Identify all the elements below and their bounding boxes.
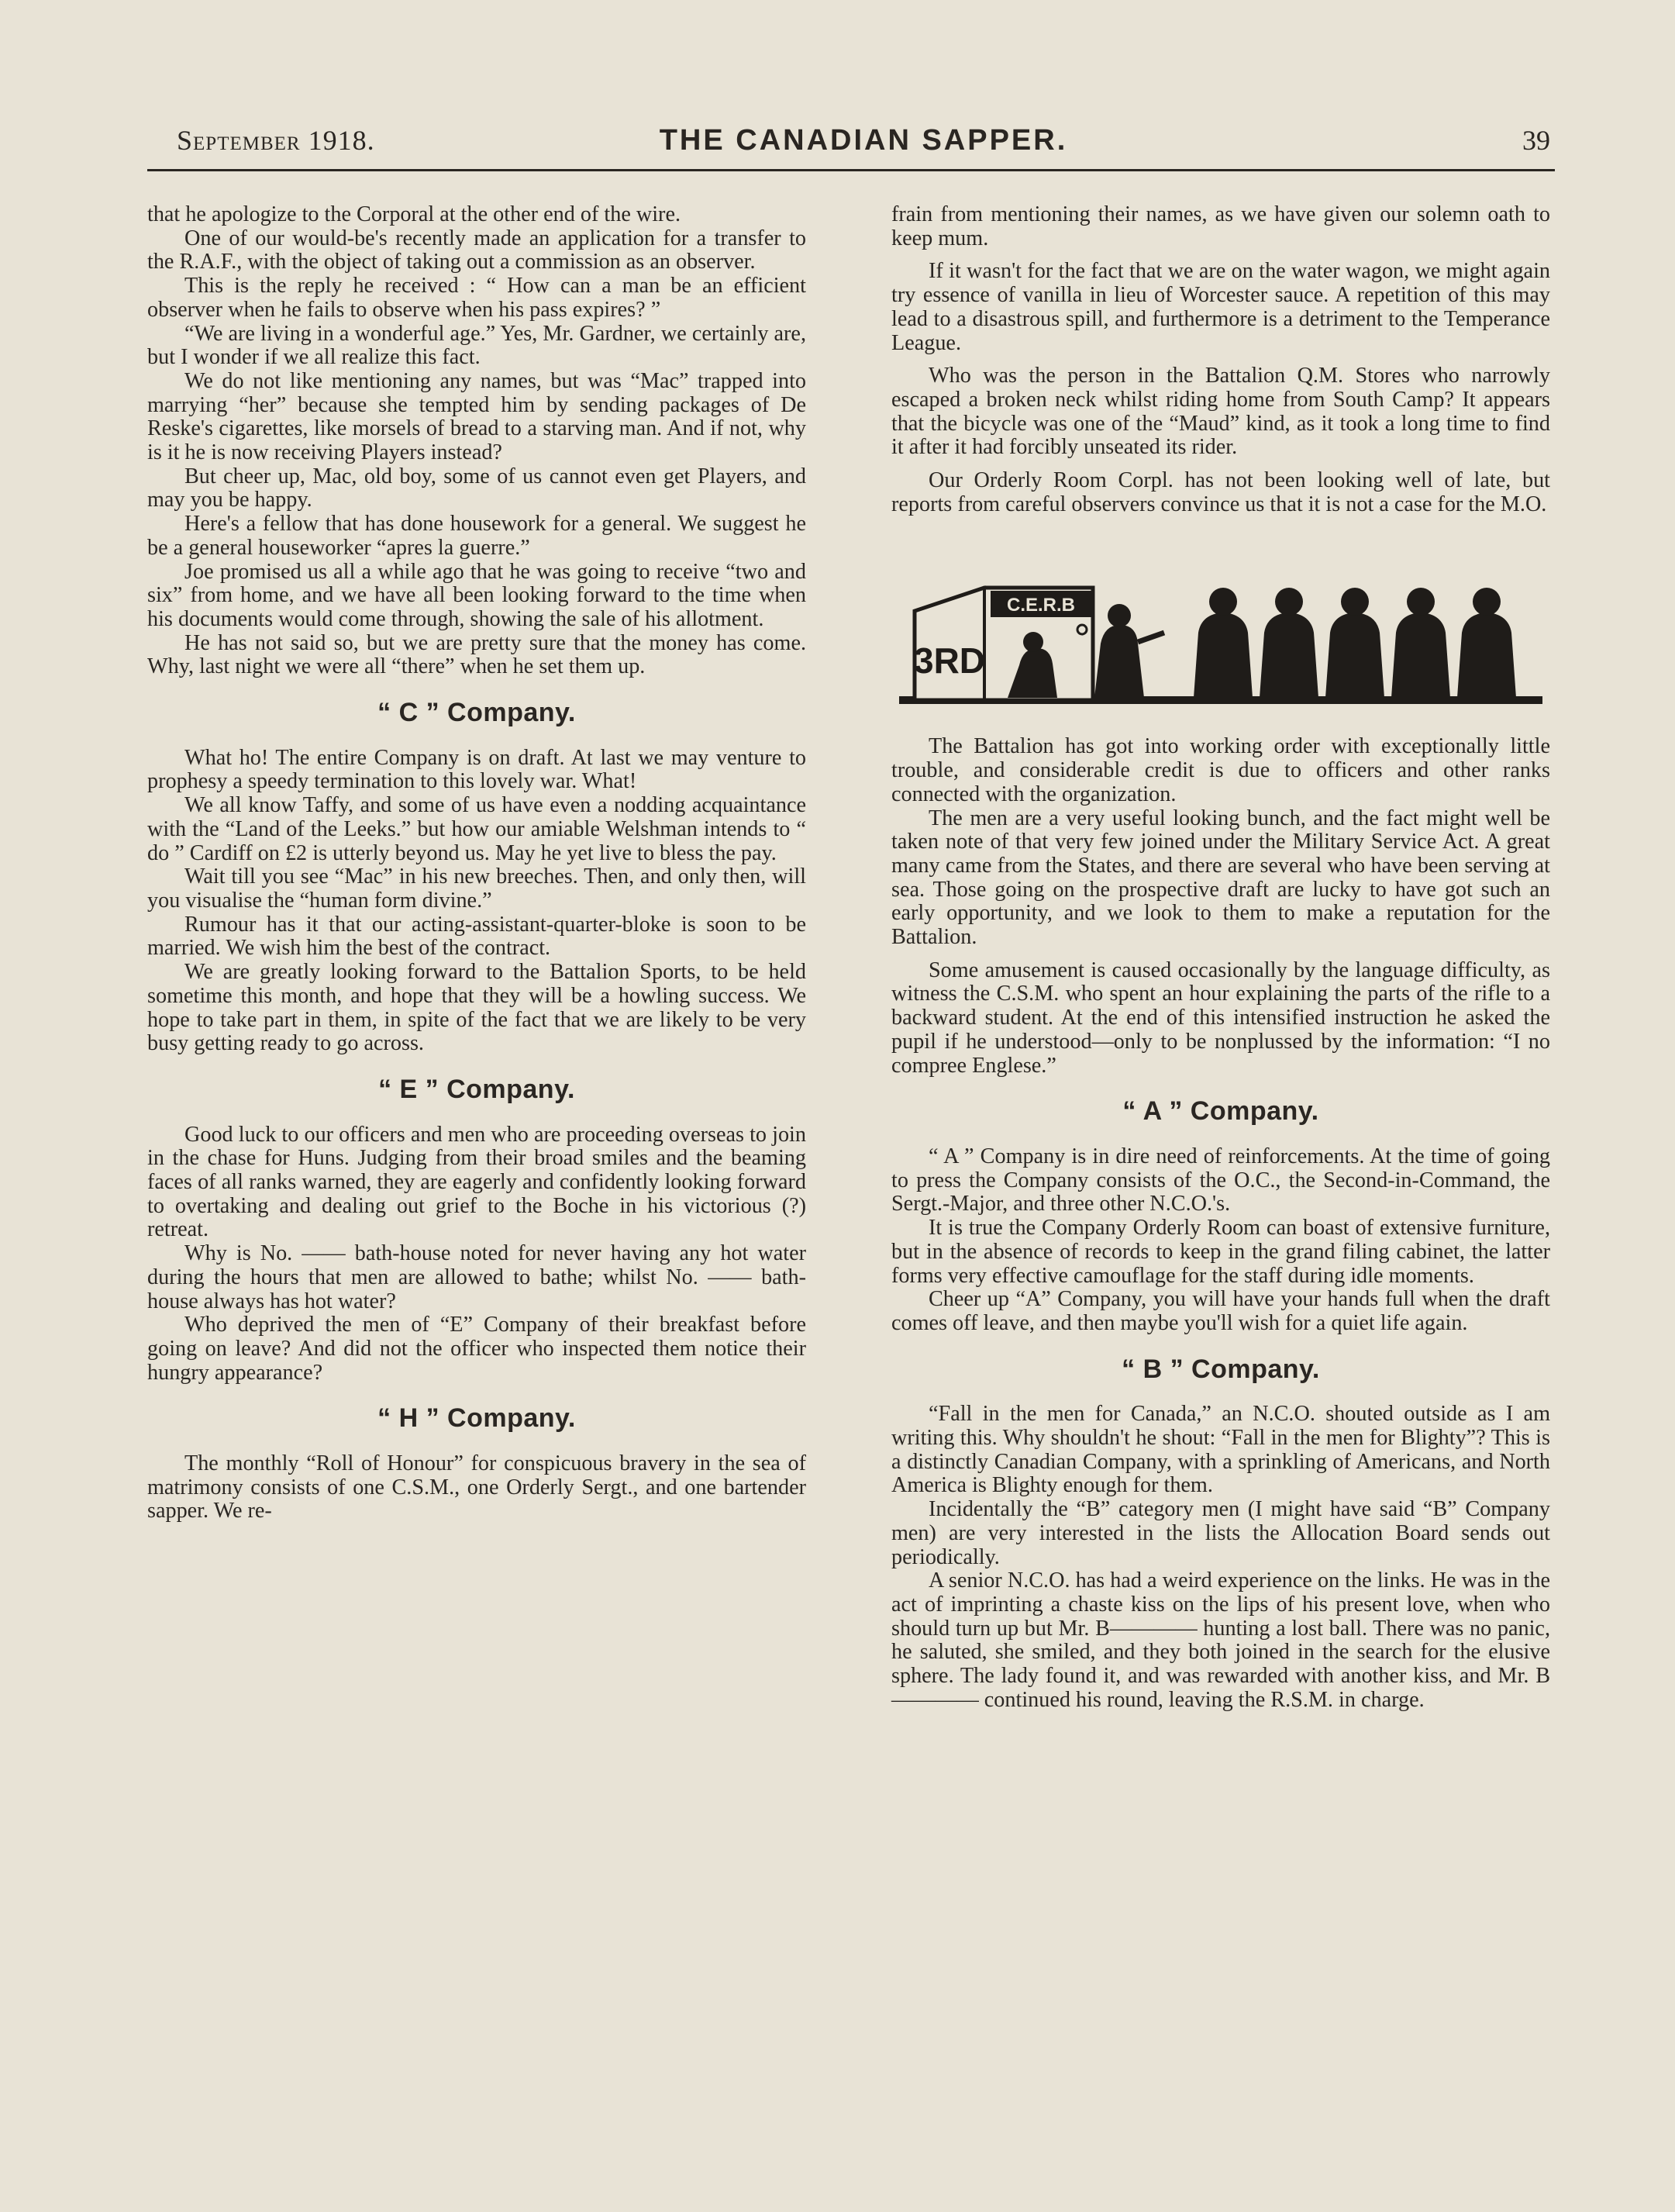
issue-date: September 1918.	[177, 125, 375, 156]
paragraph: that he apologize to the Corporal at the other end of the wire.	[147, 202, 681, 226]
right-column	[891, 203, 1550, 1712]
paragraph: Wait till you see “Mac” in his new breeches. Then, and only then, will you visualise the “human form divine.”	[147, 864, 806, 913]
section-heading-b-company: “ B ” Company.	[1122, 1354, 1320, 1384]
paragraph: Our Orderly Room Corpl. has not been looking well of late, but reports from careful observers convince us that it is not a case for the M.O.	[891, 468, 1550, 516]
paragraph: This is the reply he received : “ How can a man be an efficient observer when he fails to observe when his pass expires? ”	[147, 274, 806, 322]
paragraph: We all know Taffy, and some of us have even a nodding acquaintance with the “Land of the Leeks.” but how our amiable Welshman intends to “ do ” Cardiff on £2 is utterly beyond us. May he yet live to bless the pay.	[147, 793, 806, 865]
paragraph: Joe promised us all a while ago that he was going to receive “two and six” from home, and we have all been looking forward to the time when his documents would come through, showing the sale of his allotment.	[147, 559, 806, 631]
header-rule	[147, 169, 1555, 171]
paragraph: “ A ” Company is in dire need of reinforcements. At the time of going to press the Company consists of the O.C., the Second-in-Command, the Sergt.-Major, and three other N.C.O.'s.	[891, 1144, 1550, 1216]
paragraph: Good luck to our officers and men who are proceeding overseas to join in the chase for Huns. Judging from their broad smiles and the beaming faces of all ranks warned, they are eagerly and confidently looking forward to overtaking and dealing out grief to the Boche in his victorious (?) retreat.	[147, 1122, 806, 1242]
paragraph: But cheer up, Mac, old boy, some of us cannot even get Players, and may you be happy.	[147, 464, 806, 512]
paragraph: The Battalion has got into working order with exceptionally little trouble, and considerable credit is due to officers and other ranks connected with the organization.	[891, 734, 1550, 806]
paragraph: Who deprived the men of “E” Company of their breakfast before going on leave? And did not the officer who inspected them notice their hungry appearance?	[147, 1313, 806, 1385]
section-heading-c-company: “ C ” Company.	[377, 698, 576, 728]
page-header	[177, 118, 1550, 164]
section-heading-a-company: “ A ” Company.	[1122, 1096, 1319, 1127]
paragraph: “Fall in the men for Canada,” an N.C.O. shouted outside as I am writing this. Why shouldn't he shout: “Fall in the men for Blighty”? This is a distinctly Canadian Company, with a sprinkling of Americans, and North America is Blighty enough for them.	[891, 1402, 1550, 1498]
paragraph: What ho! The entire Company is on draft. At last we may venture to prophesy a speedy termination to this lovely war. What!	[147, 745, 806, 794]
left-column	[147, 203, 806, 1524]
paragraph: Why is No. —— bath-house noted for never having any hot water during the hours that men are allowed to bathe; whilst No. —— bath-house always has hot water?	[147, 1241, 806, 1313]
paragraph: “We are living in a wonderful age.” Yes, Mr. Gardner, we certainly are, but I wonder if we all realize this fact.	[147, 321, 806, 370]
paragraph: He has not said so, but we are pretty sure that the money has come. Why, last night we were all “there” when he set them up.	[147, 630, 806, 679]
paragraph: Some amusement is caused occasionally by the language difficulty, as witness the C.S.M. who spent an hour explaining the parts of the rifle to a backward student. At the end of this intensified instruction he asked the pupil if he understood—only to be nonplussed by the information: “I no compree Englese.”	[891, 958, 1550, 1078]
soldiers-silhouette-image	[891, 557, 1550, 712]
paragraph: Incidentally the “B” category men (I might have said “B” Company men) are very interested in the lists the Allocation Board sends out periodically.	[891, 1497, 1550, 1569]
silhouette-illustration	[891, 557, 1550, 712]
section-heading-h-company: “ H ” Company.	[377, 1403, 576, 1434]
paragraph: A senior N.C.O. has had a weird experience on the links. He was in the act of imprinting a chaste kiss on the lips of his present love, when who should turn up but Mr. B———— hunting a lost ball. There was no panic, he saluted, she smiled, and they both joined in the search for the elusive sphere. The lady found it, and was rewarded with another kiss, and Mr. B———— continued his round, leaving the R.S.M. in charge.	[891, 1568, 1550, 1712]
paragraph: Rumour has it that our acting-assistant-quarter-bloke is soon to be married. We wish him the best of the contract.	[147, 912, 806, 961]
paragraph: If it wasn't for the fact that we are on the water wagon, we might again try essence of vanilla in lieu of Worcester sauce. A repetition of this may lead to a disastrous spill, and furthermore is a detriment to the Temperance League.	[891, 259, 1550, 355]
paragraph: Who was the person in the Battalion Q.M. Stores who narrowly escaped a broken neck whilst riding home from South Camp? It appears that the bicycle was one of the “Maud” kind, as it took a long time to find it after it had forcibly unseated its rider.	[891, 364, 1550, 460]
section-heading-e-company: “ E ” Company.	[378, 1074, 575, 1104]
hut-sign-text: C.E.R.B	[1006, 595, 1076, 616]
paragraph: We are greatly looking forward to the Battalion Sports, to be held sometime this month, and hope that they will be a howling success. We hope to take part in them, in spite of the fact that we are likely to be very busy getting ready to go across.	[147, 960, 806, 1056]
paragraph: It is true the Company Orderly Room can boast of extensive furniture, but in the absence of records to keep in the grand filing cabinet, the latter forms very effective camouflage for the staff during idle moments.	[891, 1216, 1550, 1288]
hut-side-text: 3RD	[913, 640, 986, 682]
paragraph: Here's a fellow that has done housework for a general. We suggest he be a general houseworker “apres la guerre.”	[147, 512, 806, 560]
paragraph: We do not like mentioning any names, but was “Mac” trapped into marrying “her” because she tempted him by sending packages of De Reske's cigarettes, like morsels of bread to a starving man. And if not, why is it he is now receiving Players instead?	[147, 368, 806, 465]
page-number: 39	[1522, 125, 1550, 156]
publication-title: THE CANADIAN SAPPER.	[659, 124, 1068, 157]
paragraph: Cheer up “A” Company, you will have your hands full when the draft comes off leave, and then maybe you'll wish for a quiet life again.	[891, 1287, 1550, 1335]
paragraph: One of our would-be's recently made an application for a transfer to the R.A.F., with the object of taking out a commission as an observer.	[147, 226, 806, 274]
paragraph: frain from mentioning their names, as we have given our solemn oath to keep mum.	[891, 202, 1550, 250]
paragraph: The monthly “Roll of Honour” for conspicuous bravery in the sea of matrimony consists of one C.S.M., one Orderly Sergt., and one bartender sapper. We re-	[147, 1451, 806, 1524]
paragraph: The men are a very useful looking bunch, and the fact might well be taken note of that very few joined under the Military Service Act. A great many came from the States, and there are several who have been serving at sea. Those going on the prospective draft are lucky to have got such an early opportunity, and we look to them to make a reputation for the Battalion.	[891, 806, 1550, 950]
